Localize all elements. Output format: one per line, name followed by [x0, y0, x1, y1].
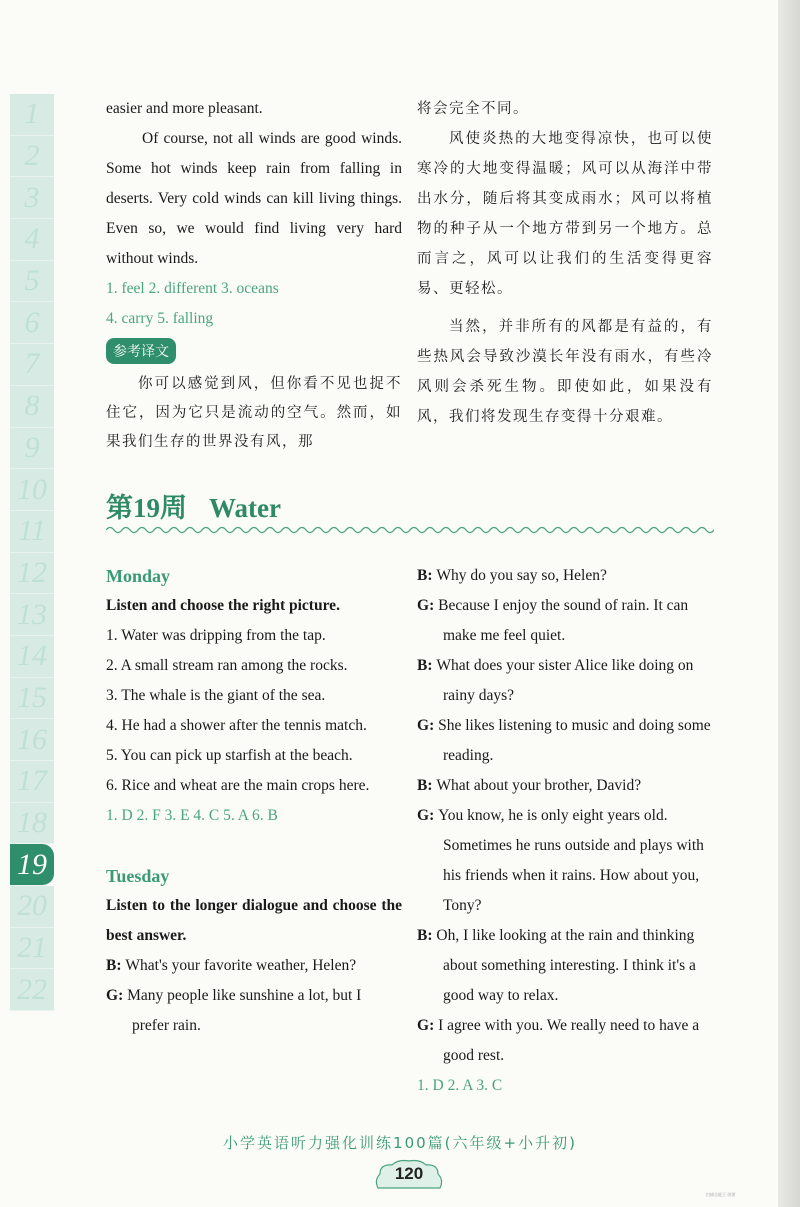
side-tab: 2: [10, 136, 54, 178]
instruction: Listen to the longer dialogue and choose the best answer.: [106, 897, 402, 944]
side-tab: 16: [10, 719, 54, 761]
side-tab: 7: [10, 344, 54, 386]
dialogue-line: G: I agree with you. We really need to have a good rest.: [417, 1017, 700, 1064]
side-tab: 12: [10, 553, 54, 595]
dialogue-text: You know, he is only eight years old. Sometimes he runs outside and plays with his friends when it rains. How about you, Tony?: [438, 807, 704, 914]
dialogue-text: Because I enjoy the sound of rain. It can make me feel quiet.: [438, 597, 689, 644]
side-tab: 13: [10, 594, 54, 636]
week-number: 第19周: [106, 493, 187, 523]
side-tab: 3: [10, 177, 54, 219]
bottom-right-column: [417, 561, 713, 1101]
side-tab: 21: [10, 928, 54, 970]
side-tab: 5: [10, 261, 54, 303]
dialogue-line: B: What does your sister Alice like doing on rainy days?: [417, 657, 694, 704]
day-heading-monday: Monday: [106, 566, 171, 586]
translation-continued: 将会完全不同。: [417, 101, 529, 117]
speaker: G: [106, 987, 119, 1004]
answer-line: 1. feel 2. different 3. oceans: [106, 280, 279, 297]
list-item: 1. Water was dripping from the tap.: [106, 627, 326, 644]
dialogue-line: G: Because I enjoy the sound of rain. It can make me feel quiet.: [417, 597, 689, 644]
side-tab: 18: [10, 803, 54, 845]
dialogue-text: Why do you say so, Helen?: [436, 567, 607, 584]
dialogue-line: G: She likes listening to music and doing some reading.: [417, 717, 711, 764]
dialogue-line: B: What's your favorite weather, Helen?: [106, 957, 357, 974]
dialogue-text: She likes listening to music and doing some reading.: [438, 717, 711, 764]
passage-paragraph: Of course, not all winds are good winds. Some hot winds keep rain from falling in deserts. Very cold winds can kill living things. Even so, we would find living very hard without winds.: [106, 130, 402, 267]
week-header: [106, 488, 714, 536]
answer-line: 1. D 2. F 3. E 4. C 5. A 6. B: [106, 807, 278, 824]
side-tab: 11: [10, 511, 54, 553]
dialogue-text: What's your favorite weather, Helen?: [125, 957, 357, 974]
dialogue-line: G: Many people like sunshine a lot, but I prefer rain.: [106, 987, 362, 1034]
passage-end: easier and more pleasant.: [106, 100, 263, 117]
speaker: G: [417, 717, 430, 734]
side-tab: 1: [10, 94, 54, 136]
speaker: B: [417, 657, 428, 674]
scanner-watermark: 扫描全能王 创建: [706, 1192, 736, 1197]
dialogue-text: I agree with you. We really need to have a good rest.: [438, 1017, 700, 1064]
speaker: G: [417, 807, 430, 824]
side-tab-active: 19: [10, 844, 54, 886]
side-tab: 15: [10, 678, 54, 720]
dialogue-text: What does your sister Alice like doing on rainy days?: [436, 657, 694, 704]
week-topic: Water: [209, 493, 281, 523]
book-title-footer: 小学英语听力强化训练100篇(六年级+小升初): [223, 1134, 577, 1152]
side-tab: 4: [10, 219, 54, 261]
side-tab: 17: [10, 761, 54, 803]
day-heading-tuesday: Tuesday: [106, 866, 170, 886]
page-number-badge: [372, 1158, 446, 1192]
dialogue-text: Many people like sunshine a lot, but I prefer rain.: [127, 987, 362, 1034]
translation-paragraph: 你可以感觉到风，但你看不见也捉不住它，因为它只是流动的空气。然而，如果我们生存的世界没有风，那: [106, 376, 402, 450]
translation-paragraph: 当然，并非所有的风都是有益的，有些热风会导致沙漠长年没有雨水，有些冷风则会杀死生物。即使如此，如果没有风，我们将发现生存变得十分艰难。: [417, 319, 713, 425]
list-item: 6. Rice and wheat are the main crops here.: [106, 777, 370, 794]
side-tab: 20: [10, 886, 54, 928]
week-title: [106, 488, 714, 528]
list-item: 5. You can pick up starfish at the beach.: [106, 747, 353, 764]
answer-line: 4. carry 5. falling: [106, 310, 214, 327]
top-left-column: [106, 94, 402, 457]
speaker: G: [417, 1017, 430, 1034]
side-tab: 22: [10, 969, 54, 1011]
side-tab: 6: [10, 302, 54, 344]
speaker: B: [417, 567, 428, 584]
dialogue-line: B: Why do you say so, Helen?: [417, 567, 607, 584]
page-number: 120: [394, 1164, 424, 1183]
answer-line: 1. D 2. A 3. C: [417, 1077, 503, 1094]
bottom-left-column: [106, 561, 402, 1041]
translation-paragraph: 风使炎热的大地变得凉快，也可以使寒冷的大地变得温暖；风可以从海洋中带出水分，随后将其变成雨水；风可以将植物的种子从一个地方带到另一个地方。总而言之，风可以让我们的生活变得更容易、更轻松。: [417, 131, 713, 297]
side-tab: 10: [10, 469, 54, 511]
dialogue-line: B: Oh, I like looking at the rain and thinking about something interesting. I think it's a good way to relax.: [417, 927, 696, 1004]
speaker: G: [417, 597, 430, 614]
top-right-column: [417, 94, 713, 432]
page-edge-shadow: [778, 0, 800, 1207]
speaker: B: [417, 927, 428, 944]
speaker: B: [106, 957, 117, 974]
side-tab: 14: [10, 636, 54, 678]
dialogue-line: G: You know, he is only eight years old. Sometimes he runs outside and plays with his friends when it rains. How about you, Tony?: [417, 807, 704, 914]
speaker: B: [417, 777, 428, 794]
side-tab: 9: [10, 428, 54, 470]
list-item: 4. He had a shower after the tennis match.: [106, 717, 367, 734]
dialogue-line: B: What about your brother, David?: [417, 777, 642, 794]
dialogue-text: Oh, I like looking at the rain and thinking about something interesting. I think it's a good way to relax.: [436, 927, 696, 1004]
list-item: 2. A small stream ran among the rocks.: [106, 657, 348, 674]
reference-translation-badge: 参考译文: [106, 338, 176, 364]
week-side-tabs: [10, 94, 54, 1011]
side-tab: 8: [10, 386, 54, 428]
list-item: 3. The whale is the giant of the sea.: [106, 687, 326, 704]
instruction: Listen and choose the right picture.: [106, 597, 340, 614]
dialogue-text: What about your brother, David?: [436, 777, 642, 794]
